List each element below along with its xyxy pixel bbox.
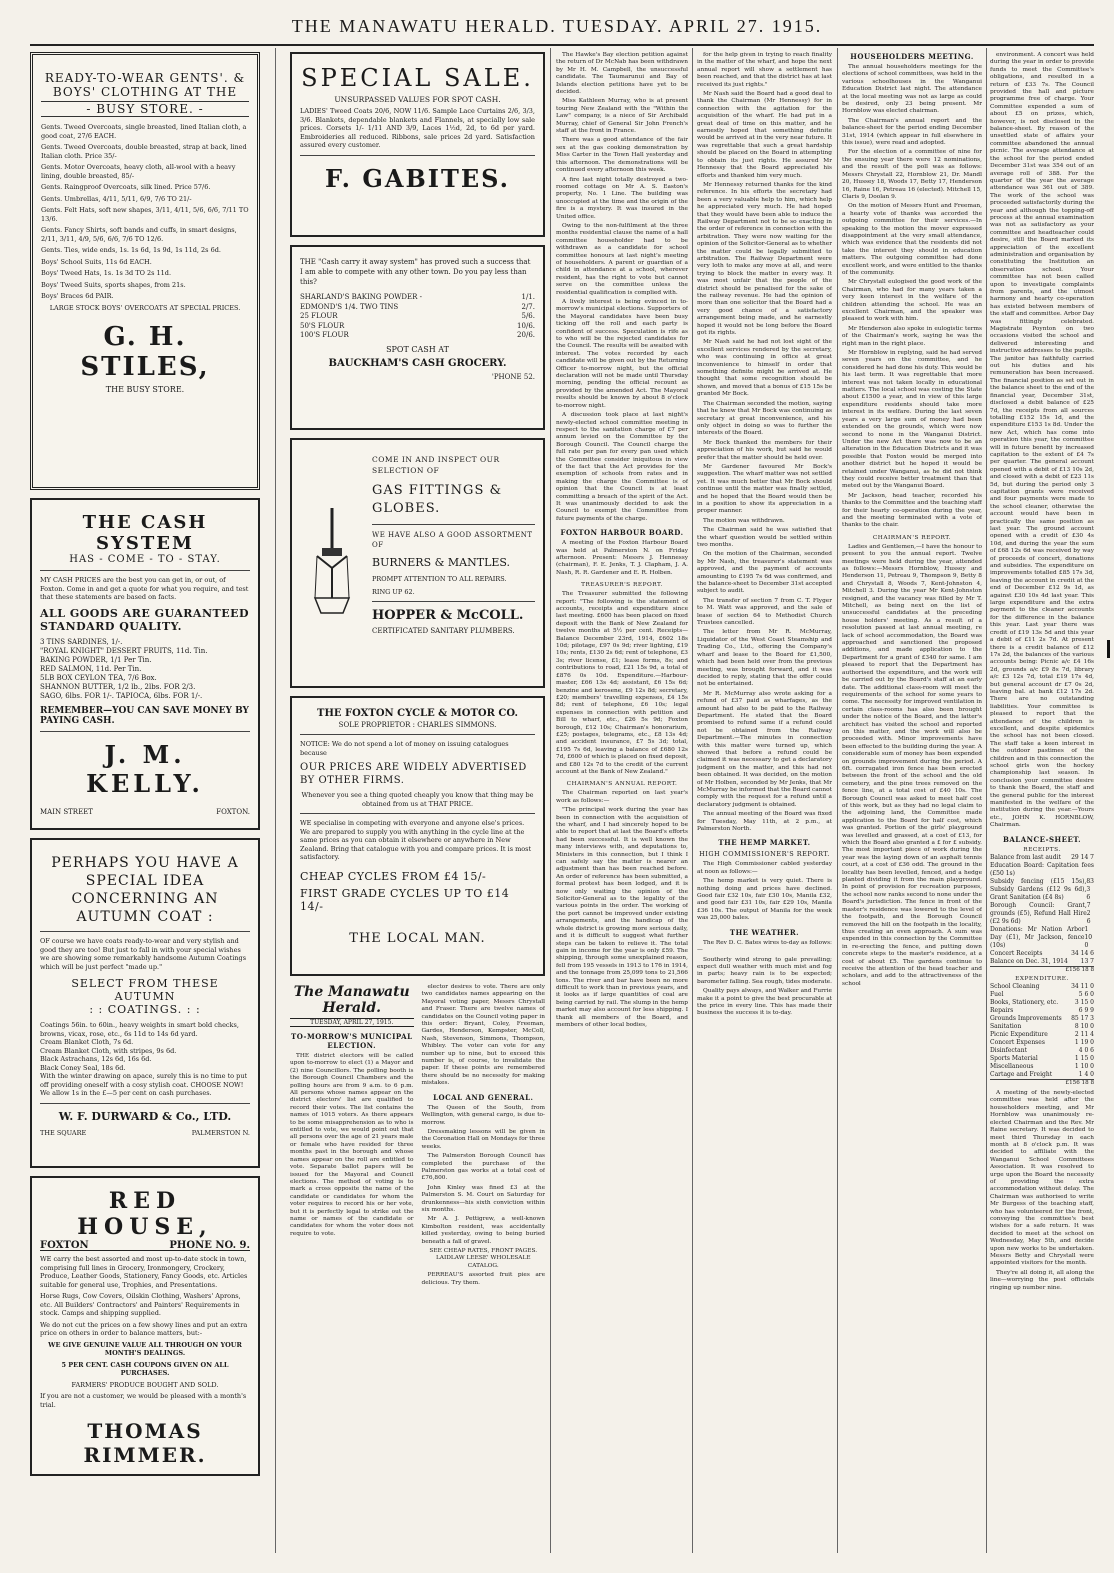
kelly-name: J. M. KELLY.: [86, 739, 204, 798]
stiles-advert: [30, 52, 260, 490]
section-heading: THE HEMP MARKET.: [718, 838, 811, 848]
cycle-notice: NOTICE: We do not spend a lot of money on issuing catalogues because: [300, 740, 509, 757]
article-paragraph: The Chairman reported on last year's work as follows:—: [556, 790, 688, 804]
column-news-4: [990, 52, 1094, 1294]
stiles-item: Gents. Raingproof Overcoats, silk lined. Price 57/6.: [41, 183, 211, 191]
durward-item: With the winter drawing on apace, surely this is no time to put off providing oneself with a cosy stylish coat. CHOOSE NOW!: [40, 1072, 248, 1089]
stiles-footer: LARGE STOCK BOYS' OVERCOATS AT SPECIAL PRICES.: [49, 303, 241, 312]
bauckham-name: BAUCKHAM'S CASH GROCERY.: [328, 357, 507, 369]
article-paragraph: A discussion took place at last night's newly-elected school committee meeting in respect to the sanitation charge of £7 per annum levied on the Committee by the Borough Council. The Council charge the full rate per pan for every pan used which the Committee consider iniquitous in view of the fact that the Act provides for the exemption of schools from rates and in making the charge the Committee is of opinion that the Council is at least committing a breach of the spirit of the Act. It was unanimously decided to ask the Council to exempt the Committee from future payments of the charge.: [556, 412, 688, 522]
kelly-guarantee: ALL GOODS ARE GUARANTEED STANDARD QUALITY.: [40, 606, 250, 633]
ledger-row: Picnic Expenditure 2 11 4: [990, 1030, 1094, 1038]
rimmer-town: FOXTON: [40, 1240, 89, 1251]
ledger-row: Books, Stationery, etc. 3 15 0: [990, 998, 1094, 1006]
kelly-head: THE CASH SYSTEM: [82, 512, 208, 554]
rimmer-advert: [30, 1176, 260, 1476]
rimmer-phone: PHONE NO. 9.: [169, 1240, 250, 1251]
ledger-row: Sanitation 8 10 0: [990, 1022, 1094, 1030]
ledger-row: Miscellaneous 1 10 0: [990, 1062, 1094, 1070]
article-paragraph: The motion was withdrawn.: [703, 517, 785, 524]
hopper-also: WE HAVE ALSO A GOOD ASSORTMENT OF: [372, 531, 533, 549]
article-paragraph: The Palmerston Borough Council has completed the purchase of the Palmerston gas works at a total cost of £76,800.: [421, 1153, 545, 1182]
article-paragraph: For the election of a committee of nine for the ensuing year there were 12 nominations, and the result of the poll was as follows: Messrs Chrystall 22, Hornblow 21, Dr. Mandl 20, Hussey 18, Woods 17, Betty 17, Henderson 16, Raine 16, Petreau 16 (elected). Mitchell 15, Claris 9, Doolan 9.: [842, 149, 982, 200]
rimmer-head: RED HOUSE,: [77, 1188, 213, 1240]
kelly-item: SAGO, 6lbs. FOR 1/-. TAPIOCA, 6lbs. FOR 1/-.: [40, 691, 203, 700]
subheading: CHAIRMAN'S ANNUAL REPORT.: [566, 781, 678, 788]
article-paragraph: PERREAU'S assorted fruit pies are delicious. Try them.: [421, 1272, 545, 1286]
article-paragraph: A meeting of the newly-elected committee was held after the householders meeting, and Mr Hornblow was unanimously re-elected Chairman and the Rev. Mr Raine secretary. It was decided to meet third Thursday in each month at 8 o'clock p.m. It was decided to affiliate with the Wanganui School Committees Association. It was resolved to urge upon the Board the necessity of providing the extra accommodation without delay. The Chairman was authorised to write Mr Burgess of the teaching staff, who has volunteered for the front, conveying the committee's best wishes for a safe return. It was decided to meet at the school on Wednesday, May 5th, and decide upon new works to be undertaken. Messrs Betty and Chrystall were appointed visitors for the month.: [990, 1090, 1094, 1267]
ledger-row: Balance on Dec. 31, 1914 13 7: [990, 957, 1094, 965]
durward-item: Cream Blanket Cloth, 7s 6d.: [40, 1038, 134, 1046]
article-paragraph: Mr Gardener favoured Mr Bock's suggestion. The wharf matter was not settled yet. It was much better that Mr Bock should continue until the matter was finally settled, and he hoped that the Board would then be in a position to show its appreciation in a proper manner.: [697, 463, 832, 515]
kelly-item: 5LB BOX CEYLON TEA, 7/6 Box.: [40, 673, 157, 682]
article-paragraph: The Rev D. C. Bates wires to-day as follows:—: [697, 939, 832, 954]
article-paragraph: Mr R. McMurray also wrote asking for a refund of £37 paid as wharfages, as the amount had also to be paid to the Railway Department. He stated that the Board promised to refund same if a refund could not be obtained from the Railway Department.—The minutes in connection with this matter were turned up, which showed that before a refund could be claimed it was necessary to get a declaratory judgment on the matter, and this had not been obtained. It was decided, on the motion of Mr Holben, seconded by Mr Jenks, that Mr McMurray be informed that the Board cannot comply with the request for a refund until a declaratory judgment is obtained.: [697, 690, 832, 808]
kelly-item: BAKING POWDER, 1/1 Per Tin.: [40, 655, 152, 664]
article-paragraph: A meeting of the Foxton Harbour Board was held at Palmerston N. on Friday afternoon. Present: Messrs J. Hennessy (chairman), F. E. Jenks, T. J. Clapham, J. A. Nash, R. R. Gardener and E. R. Holben.: [556, 540, 688, 576]
article-paragraph: The Hawke's Bay election petition against the return of Dr McNab has been withdrawn by Mr H. M. Campbell, the unsuccessful candidate. The Taumarunui and Bay of Islands election petitions have yet to be decided.: [556, 52, 688, 96]
article-paragraph: The annual householders meetings for the elections of school committees, was held in the various schoolhouses in the Wanganui Education District last night. The attendance at the local meeting was not as large as could be desired, only 23 being present. Mr Hornblow was elected chairman.: [842, 64, 982, 115]
page-edge-mark: [1107, 640, 1110, 658]
rimmer-produce: FARMERS' PRODUCE BOUGHT AND SOLD.: [71, 1380, 219, 1389]
cycle-cheap: CHEAP CYCLES FROM £4 15/-: [300, 869, 487, 883]
hopper-advert: [290, 438, 545, 688]
gabites-sub: UNSURPASSED VALUES FOR SPOT CASH.: [334, 95, 501, 104]
cycle-prices: OUR PRICES ARE WIDELY ADVERTISED BY OTHER FIRMS.: [300, 762, 527, 786]
article-paragraph: The Treasurer submitted the following report: "The following is the statement of accounts, receipts and expenditure since last meeting. £600 has been placed on fixed deposit with the Bank of New Zealand for twelve months at 5½ per cent. Receipts—Balance December 23rd, 1914, £602 18s 10d; pilotage, £97 0s 9d; river lighting, £19 10s; rents, £130 2s 6d; rent of telephone, £3 3s; river license, £1; lease forms, 8s; and contributions to road, £21 15s 9d, a total of £876 0s 10d. Expenditure.—Harbour-master, £66 13s 4d; assistant, £6 15s 6d; benzine and kerosene, £9 12s 8d; secretary, £20; members' travelling expenses, £4 15s 8d; rent of telephone, £6 10s; legal expenses in connection with petition and Bill to wharf, etc., £26 5s 9d; Foxton borough, £12 10s; Chairman's honorarium, £25; postages, telegrams, etc., £8 13s 4d; and accident insurance, £7 5s 3d; total, £195 7s 6d, leaving a balance of £680 12s 7d, £600 of which is placed on fixed deposit, and £80 12s 7d to the credit of the current account at the Bank of New Zealand.": [556, 591, 688, 775]
article-paragraph: Ladies and Gentlemen,—I have the honour to present to you the annual report. Twelve meetings were held during the year, attended as follows:—Messrs Hornblow, Hussey and Henderson 11, Petreau 9, Thompson 9, Betty 8 and Chrystall 8, Woods 7, Kent-Johnston 4, Mitchell 3. During the year Mr Kent-Johnston resigned, and the vacancy was filled by Mr T. Mitchell, as being next on the list of unsuccessful candidates at the preceding house holders' meeting. As a result of a resolution passed at last annual meeting, re lack of school accommodation, the Board was approached and sanctioned the proposed additions, and made application to the Department for a grant of £340 for same. I am pleased to report that the Department has authorised the expenditure, and the work will be carried out by the Board's staff at an early date. The additional class-room will meet the requirements of the school for some years to come. The necessity for improved ventilation in certain class-rooms has also been brought under the notice of the Board, and the latter's architect has visited the school and reported on this matter, and the work will also be proceeded with. Minor improvements have been effected to the building during the year. A considerable sum of money has been expended on grounds improvement during the period. A 6ft. corrugated iron fence has been erected between the front of the school and the old cemetery, and the pine trees removed on the fence line, at a total cost of £40 10s. The Borough Council was asked to meet half cost of this work, but as they had no legal claim to the adjoining land, the Committee made application to the Board for half cost, which was granted. Portion of the girls' playground was levelled and grassed, at a cost of £13, for which the Board also granted a £ for £ subsidy. The most important piece of work during the year was the laying down of an asphalt tennis court, at a cost of £36 odd. The ground in the locality has been levelled, fenced, and a hedge planted dividing it from the main playground. In point of provision for recreation purposes, the school now ranks second to none under the Board's jurisdiction. The fence in front of the master's residence was lowered to the level of the footpath, and the Borough Council removed the hill on the footpath in the locality, thus creating an even approach. A sum was expended in this connection by the Committee in re-erecting the fence, and putting down concrete steps to the master's residence, at a cost of about £5. The gardens continue to receive the attention of the head teacher and scholars, and add to the attractiveness of the school: [842, 543, 982, 987]
kelly-town: FOXTON.: [216, 807, 250, 816]
article-paragraph: The Chairman seconded the motion, saying that he knew that Mr Bock was continuing as secretary at great inconvenience, and his only object in doing so was to further the interests of the Board.: [697, 400, 832, 437]
gabites-head: SPECIAL SALE.: [301, 64, 534, 92]
kelly-remember: REMEMBER—YOU CAN SAVE MONEY BY PAYING CASH.: [40, 705, 249, 726]
kelly-item: 3 TINS SARDINES, 1/-.: [40, 637, 123, 646]
kelly-item: RED SALMON, 11d. Per Tin.: [40, 664, 142, 673]
stiles-head: - BUSY STORE. -: [41, 101, 249, 117]
column-news-1: [556, 52, 688, 1031]
column-ads-left: [30, 52, 260, 1484]
ledger-row: Balance from last audit 29 14 7: [990, 853, 1094, 861]
ledger-row: Donations: Mr Nation Arbor Day (£1), Mr Jackson, fence (10s) 1 10 0: [990, 925, 1093, 949]
stiles-name: G. H. STILES,: [80, 322, 210, 382]
column-news-3: [842, 52, 982, 990]
article-paragraph: Owing to the non-fulfilment at the three months residential clause the name of a hall committee householder had to be withdrawn as a candidate for school committee honours at last night's meeting of householders. A parent or guardian of a child in attendance at a school, wherever resident, has the right to vote but cannot serve on the committee unless the residential qualification is complied with.: [556, 222, 688, 296]
stiles-item: Gents. Tweed Overcoats, single breasted, lined Italian cloth, a good coat, 27/6 EACH.: [41, 123, 247, 140]
gabites-advert: [290, 52, 545, 237]
article-paragraph: On the motion of the Chairman, seconded by Mr Nash, the treasurer's statement was approved, and the payment of accounts amounting to £195 7s 6d was confirmed, and the balance-sheet to December 31st accepted subject to audit.: [697, 551, 832, 595]
durward-item: Coatings 56in. to 60in., heavy weights in smart bold checks, browns, vicax, rose, etc., 6s 11d to 14s 6d yard.: [40, 1021, 239, 1038]
rimmer-value: WE GIVE GENUINE VALUE ALL THROUGH ON YOUR MONTH'S DEALINGS.: [48, 1340, 242, 1357]
cycle-special: WE specialise in competing with everyone and anyone else's prices. We are prepared to supply you with anything in the cycle line at the same prices as you can obtain it elsewhere or anywhere in New Zealand. Bring that catalogue with you and compare prices. It is most satisfactory.: [300, 819, 532, 861]
bauckham-phone: 'PHONE 52.: [491, 372, 535, 381]
durward-item: Black Coney Seal, 18s 6d.: [40, 1063, 126, 1072]
section-heading: THE WEATHER.: [729, 927, 800, 937]
durward-intro: OF course we have coats ready-to-wear and very stylish and good they are too! But just to fall in with your special wishes we are showing some remarkably handsome Autumn Coatings which will be just perfect "made up.": [40, 937, 247, 971]
article-paragraph: THE district electors will be called upon to-morrow to elect (1) a Mayor and (2) nine Councillors. The polling booth is the Borough Council Chambers and the polling hours are from 9 a.m. to 6 p.m. All persons whose names appear on the district electors' list are qualified to record their votes. The list contains the names of 1015 voters. As there appears to be some misapprehension as to who is entitled to vote, we would point out that all persons over the age of 21 years male or female who have resided for three months past in the borough and whose names appear on the roll are entitled to vote. Separate ballot papers will be issued for the Mayoral and Council elections. The method of voting is to mark a cross opposite the name of the candidate or candidates for whom the voter requires to record his or her vote, but it is perfectly legal to strike out the name or names of the candidate or candidates for whom the voter does not require to vote.: [290, 1053, 414, 1237]
durward-name: W. F. DURWARD & Co., LTD.: [58, 1109, 232, 1123]
gas-fitting-icon: [307, 508, 357, 618]
hopper-certified: CERTIFICATED SANITARY PLUMBERS.: [372, 627, 515, 635]
article-paragraph: The annual meeting of the Board was fixed for Tuesday, May 11th, at 2 p.m., at Palmerston North.: [697, 811, 832, 833]
bauckham-spot: SPOT CASH AT: [386, 344, 449, 354]
article-paragraph: Mr Jackson, head teacher, recorded his thanks to the Committee and the teaching staff for their hearty co-operation during the year, and the meeting terminated with a vote of thanks to the chair.: [842, 492, 982, 529]
hopper-name: HOPPER & McCOLL.: [372, 608, 524, 623]
stiles-item: Boys' Tweed Hats, 1s. 1s 3d TO 2s 11d.: [41, 269, 172, 277]
article-paragraph: for the help given in trying to reach finality in the matter of the wharf, and hope the next annual report will show a settlement has been reached, and that the district has at last received its just rights.": [697, 52, 832, 88]
herald-headline: TO-MORROW'S MUNICIPAL ELECTION.: [290, 1032, 413, 1050]
stiles-item: Gents. Felt Hats, soft new shapes, 3/11, 4/11, 5/6, 6/6, 7/11 TO 13/6.: [41, 206, 249, 223]
article-paragraph: Mr Chrystall eulogised the good work of the Chairman, who had for many years taken a very keen interest in the welfare of the children attending the school. He was an excellent Chairman, and the speaker was pleased to work with him.: [842, 279, 982, 323]
subheading: CHAIRMAN'S REPORT.: [872, 534, 952, 541]
durward-address: PALMERSTON N.: [191, 1128, 250, 1137]
column-divider: [550, 48, 551, 1553]
article-paragraph: Mr Henderson also spoke in eulogistic terms of the Chairman's work, saying he was the right man in the right place.: [842, 325, 982, 347]
kelly-item: "ROYAL KNIGHT" DESSERT FRUITS, 11d. Tin.: [40, 646, 208, 655]
ledger-row: Borough Council: Grant, grounds (£5), Refund Hall Hire (£2 9s 6d) 7 2 6: [990, 901, 1091, 925]
column-news-2: [697, 52, 832, 1020]
bauckham-price-row: EDMOND'S 1/4. TWO TINS 2/7.: [300, 302, 535, 311]
masthead-rule: [30, 44, 1094, 46]
herald-date: TUESDAY, APRIL 27, 1915.: [290, 1018, 414, 1027]
article-paragraph: Mr Nash said the Board had a good deal to thank the Chairman (Mr Hennessy) for in connection with the agitation for the acquisition of the wharf. He had put in a great deal of time on this matter, and he earnestly hoped that something definite would be arrived at in the very near future. It was regrettable that such a great hardship should be placed on the Board in attempting to obtain its just rights. He assured Mr Hennessy that the Board appreciated his efforts and thanked him very much.: [697, 91, 832, 179]
article-paragraph: SEE CHEAP RATES, FRONT PAGES. LAIDLAW LEESE' WHOLESALE CATALOG.: [429, 1248, 538, 1269]
ledger-row: Sports Material 1 15 0: [990, 1054, 1094, 1062]
bauckham-price-row: 100'S FLOUR 20/6.: [300, 331, 535, 339]
article-paragraph: Mr Bock thanked the members for their appreciation of his work, but said he would prefer that the matter should be held over.: [697, 439, 832, 461]
section-heading: FOXTON HARBOUR BOARD.: [560, 528, 684, 538]
cycle-first: FIRST GRADE CYCLES UP TO £14 14/-: [300, 886, 510, 913]
gabites-body: LADIES' Tweed Coats 20/6, NOW 11/6. Sample Lace Curtains 2/6, 3/3, 3/6. Blankets, dependable blankets and Flannels, at specially low sale prices. Corsets 1/- 1/11 AND 3/9, Laces 1½d, 2d, to 6d per yard. Embroideries all reduced. Ribbons, sale prices 2d yard. Satisfaction assured every customer.: [300, 107, 535, 149]
subheading: EXPENDITURE.: [1015, 975, 1069, 982]
ledger-row: Education Board: Capitation fees (£50 1s): [990, 861, 1094, 877]
article-paragraph: There was a good attendance of the fair sex at the gas cooking demonstration by Miss Carter in the Town Hall yesterday and this afternoon. The demonstrations will be continued every afternoon this week.: [556, 137, 688, 174]
section-heading: BALANCE-SHEET.: [1002, 834, 1082, 844]
article-paragraph: On the motion of Messrs Hunt and Freeman, a hearty vote of thanks was accorded the outgoing committee for their services.—In speaking to the motion the mover expressed disappointment at the very small attendance, which was evidence that the residents did not take the interest they should in education matters. The outgoing committee had done excellent work, and were entitled to the thanks of the community.: [842, 203, 982, 276]
article-paragraph: Dressmaking lessons will be given in the Coronation Hall on Mondays for three weeks.: [421, 1128, 545, 1150]
hopper-line: SELECTION OF: [372, 466, 440, 475]
bauckham-price-row: 25 FLOUR 5/6.: [300, 312, 535, 320]
ledger-row: Subsidy fencing (£15 15s), Subsidy Gardens (£12 9s 6d), Grant Sanitation (£4 8s) 83 3 6: [990, 877, 1094, 901]
hopper-line: COME IN AND INSPECT OUR: [372, 455, 500, 464]
stiles-tagline: THE BUSY STORE.: [105, 385, 185, 394]
rimmer-prices: We do not cut the prices on a few showy lines and put an extra price on others in order to balance matters, but:-: [40, 1320, 248, 1337]
article-paragraph: The Chairman's annual report and the balance-sheet for the period ending December 31st, 1914 (which appear in full elsewhere in this issue), were read and adopted.: [842, 117, 982, 147]
stiles-item: Gents. Tweed Overcoats, double breasted, strap at back, lined Italian cloth. Price 35/-: [41, 143, 247, 160]
bauckham-price-row: SHARLAND'S BAKING POWDER - 1/1.: [300, 293, 535, 301]
ledger-total: £156 18 8: [990, 1079, 1094, 1087]
herald-editorial: [290, 984, 545, 1289]
bauckham-price-row: 50'S FLOUR 10/6.: [300, 321, 535, 330]
article-paragraph: The hemp market is very quiet. There is nothing doing and prices have declined. Good fair £32 10s, fair £30 10s, Manila £32, and good fair £31 10s, fair £29 10s, Manila £36 10s. The output of Manila for the week was 25,000 bales.: [697, 878, 832, 922]
kelly-item: SHANNON BUTTER, 1/2 lb., 2lbs. FOR 2/3.: [40, 682, 196, 691]
stiles-item: Boys' School Suits, 11s 6d EACH.: [41, 257, 152, 266]
column-ads-middle: [290, 52, 545, 1289]
durward-item: We allow 1s in the £—5 per cent on cash purchases.: [40, 1089, 212, 1097]
column-divider: [692, 48, 693, 1553]
article-paragraph: Mr Hornblow in replying, said he had served seven years on the committee, and he considered he had done his duty. This would be his last term. It was regrettable that more interest was not taken locally in educational matters. The local school was costing the State about £1500 a year, and in view of this large expenditure residents should take more interest in its welfare. During the last seven years a very large sum of money had been extended on the grounds, which were now second to none in the Wanganui District. Under the new Act there was now to be an alteration in the Education Districts and it was possible that Foxton would be merged into another district but he hoped it would be retained under Wanganui, as he did not think they could receive better treatment than that meted out by the Wanganui Board.: [842, 350, 982, 490]
column-divider: [837, 48, 838, 1553]
hopper-burners: BURNERS & MANTLES.: [372, 556, 511, 569]
masthead-title: THE MANAWATU HERALD. TUESDAY. APRIL 27. 1915.: [291, 16, 823, 36]
stiles-item: Gents. Ties, wide ends, 1s. 1s 6d, 1s 9d, 1s 11d, 2s 6d.: [41, 246, 221, 254]
durward-advert: [30, 838, 260, 1168]
article-paragraph: The Queen of the South, from Wellington, with general cargo, is due to-morrow.: [421, 1104, 545, 1126]
article-paragraph: "The principal work during the year has been in connection with the acquisition of the wharf, and I had sincerely hoped to be able to report that at last the Board's efforts had been successful. It is well known the many interviews with, and deputations to, Ministers in this connection, but I think I can safely say the matter is nearer an adjustment than has been reached before. An order of reference has been submitted, a formal protest has been lodged, and it is now only waiting the opinion of the Solicitor-General as to the legality of the various points in the order. The working of the port cannot be improved under existing arrangements, and the handicap of the whole district is growing more serious daily, and it is difficult to suggest what further steps can be taken to relieve it. The total gain in income for the year is only £59. The shipping, through some unexplained reason, fell from 195 vessels in 1913 to 176 in 1914, and the tonnage from 25,099 tons to 21,566 tons. The river and bar have been no more difficult to work than in previous years, and it looks as if large quantities of coal are being carried by rail. The slump in the hemp market may also account for less shipping. I thank all members of the Board, and members of other local bodies,: [556, 807, 688, 1028]
article-paragraph: environment. A concert was held during the year in order to provide funds to meet the Committee's obligations, and resulted in a return of £33 7s. The Council provided the hall and picture programme free of charge. Your Committee expended a sum of about £5 on prizes, which, however, is not disclosed in the balance-sheet. By reason of the unsettled state of affairs your committee abandoned the annual picnic. The average attendance at the school for the period ended December 31st was 354 out of an average roll of 388. For the quarter of the year the average attendance was 361 out of 389. The work of the school was proceeded satisfactorily during the year and although the topping-off process at the annual examination was not as satisfactory as your committee and headteacher could desire, still the Board marked its appreciation of the excellent administration and organisation by constituting the Institution an observation school. Your committee has not been called upon to investigate complaints from parents, and the utmost harmony and hearty co-operation has existed between members of the staff and committee. Arbor Day was fittingly celebrated. Magistrate Poynton on two occasions visited the school and delivered interesting and instructive addresses to the pupils. The janitor has faithfully carried out his duties and his remuneration has been increased. The financial position as set out in the balance sheet to the end of the financial year, December 31st, disclosed a debit balance of £25 7d, the receipts from all sources totalling £152 15s 1d, and the expenditure £153 1s 8d. Under the new Act, which has come into operation this year, the committee will in future benefit by increased capitation to the extent of £4 7s per quarter. The general account opened with a debit of £13 10s 2d, and closed with a debit of £23 11s 5d, but during the period only 3 capitation grants were received and four payments were made to the school cleaner, otherwise the account would have been in practically the same position as last year. The ground account opened with a credit of £30 4s 10d, and during the year the sum of £68 12s 6d was received by way of proceeds of concert, donations and subsidies. The expenditure on improvements totalled £85 17s 3d, leaving the account in credit at the end of December £12 9s 1d, as against £30 10s 4d last year. This large expenditure and the extra payment to the cleaner accounts for the difference in the balance this year. Last year there was credit of £19 13s 5d and this year a debit of £11 2s 7d. At present there is a credit balance of £12 17s 2d, the balances of the various accounts being: Picnic a/c £4 16s 2d, grounds a/c £9 8s 7d, library a/c £3 12s 7d, total £19 17s 4d, but general account dr £7 0s 2d, leaving bal. at bank £12 17s 2d. There are no outstanding liabilities. Your committee is pleased to report that the attendance of the children is excellent, and despite epidemics the school has not been closed. The staff take a keen interest in the outdoor pastimes of the children and in this connection the school girls won the hockey championship last season. In conclusion your committee desire to thank the Board, the staff and the general public for the interest manifested in the welfare of the institution during the year.—Yours etc., JOHN K. HORNBLOW, Chairman.: [990, 52, 1094, 829]
cycle-advert: [290, 696, 545, 976]
stiles-item: Gents. Fancy Shirts, soft bands and cuffs, in smart designs, 2/11, 3/11, 4/9, 5/6, 6/6, 7/6 TO 12/6.: [41, 226, 237, 243]
masthead: [0, 0, 1114, 48]
cycle-proprietor: SOLE PROPRIETOR : CHARLES SIMMONS.: [338, 721, 497, 729]
durward-coatings: : : COATINGS. : :: [89, 1003, 201, 1016]
article-paragraph: Mr Nash said he had not lost sight of the excellent services rendered by the secretary, who was continuing in office at great inconvenience to himself in order that something definite might be arrived at. He thought that some recognition should be shown, and moved that a bonus of £15 15s be granted Mr Bock.: [697, 339, 832, 398]
gabites-name: F. GABITES.: [325, 163, 510, 193]
kelly-street: MAIN STREET: [40, 807, 93, 816]
durward-select: SELECT FROM THESE AUTUMN: [71, 977, 219, 1003]
article-paragraph: A fire last night totally destroyed a two-roomed cottage on Mr A. S. Easton's property, No. 1 Line. The building was unoccupied at the time and the origin of the fire is a mystery. It was insured in the United office.: [556, 176, 688, 220]
article-paragraph: Quality pays always, and Walker and Furrie make it a point to give the best procurable at the price in every line. This has made their business the success it is to-day.: [697, 988, 832, 1017]
stiles-item: Boys' Braces 6d PAIR.: [41, 292, 114, 300]
article-paragraph: John Kinley was fined £3 at the Palmerston S. M. Court on Saturday for drunkenness—his sixth conviction within six months.: [421, 1184, 545, 1213]
kelly-advert: [30, 498, 260, 830]
column-divider: [986, 48, 987, 1553]
article-paragraph: A lively interest is being evinced in to-morrow's municipal elections. Supporters of the Mayoral candidates have been busy ticking off the roll and each party is confident of success. Speculation is rife as to who will be the rejected candidates for the Council. The results will be awaited with interest. The votes recorded by each candidate will be given out by the Returning Officer to-morrow night, but the official declaration will not be made until Thursday morning, pending the official recount as provided by the amended Act. The Mayoral results should be known by about 8 o'clock to-morrow night.: [556, 299, 688, 409]
rimmer-coupons: 5 PER CENT. CASH COUPONS GIVEN ON ALL PURCHASES.: [61, 1360, 229, 1377]
column-divider: [275, 48, 276, 1553]
ledger-row: Disinfectant 4 0 6: [990, 1046, 1094, 1054]
rimmer-name: THOMAS RIMMER.: [83, 1419, 207, 1467]
rimmer-customer: If you are not a customer, we would be pleased with a month's trial.: [40, 1392, 247, 1409]
durward-item: Black Astrachans, 12s 6d, 16s 6d.: [40, 1055, 152, 1063]
kelly-head: HAS - COME - TO - STAY.: [69, 554, 221, 565]
article-paragraph: They're all doing it, all along the line—worrying the post officials ringing up number nine.: [990, 1269, 1094, 1291]
rimmer-intro: WE carry the best assorted and most up-to-date stock in town, comprising full lines in Grocery, Ironmongery, Crockery, Produce, Leather Goods, Stationery, Fancy Goods, etc. Articles suitable for general use, Trophies, and Presentations.: [40, 1255, 248, 1289]
ledger-row: Concert Expenses 1 19 0: [990, 1038, 1094, 1046]
ledger-row: Concert Receipts 34 14 6: [990, 949, 1094, 957]
ledger-row: Cartage and Freight 1 4 0: [990, 1070, 1094, 1078]
article-paragraph: Southerly wind strong to gale prevailing; expect dull weather with much mist and fog in parts; heavy rain is to be expected; barometer falling. Sea rough, tides moderate.: [697, 956, 832, 985]
stiles-head: BOYS' CLOTHING AT THE: [52, 85, 238, 99]
durward-item: Cream Blanket Cloth, with stripes, 9s 6d.: [40, 1046, 177, 1055]
bauckham-advert: [290, 245, 545, 430]
stiles-item: Boys' Tweed Suits, sports shapes, from 21s.: [41, 280, 186, 289]
article-paragraph: The transfer of section 7 from C. T. Flyger to M. Watt was approved, and the sale of lease of section 64 to Methodist Church Trustees cancelled.: [697, 597, 832, 627]
ledger-total: £156 18 8: [990, 966, 1094, 974]
cycle-whenever: Whenever you see a thing quoted cheaply you know that thing may be obtained from us at THAT PRICE.: [301, 791, 534, 808]
section-heading: HOUSEHOLDERS MEETING.: [850, 52, 974, 61]
hopper-repairs: PROMPT ATTENTION TO ALL REPAIRS.: [372, 575, 507, 583]
stiles-item: Gents. Motor Overcoats, heavy cloth, all-wool with a heavy lining, double breasted, 85/-: [41, 163, 236, 180]
hopper-ring: RING UP 62.: [372, 588, 415, 596]
article-paragraph: Miss Kathleen Murray, who is at present touring New Zealand with the "Within the Law" company, is a niece of Sir Archibald Murray, chief of General Sir John French's staff at the front in France.: [556, 98, 688, 135]
kelly-intro: MY CASH PRICES are the best you can get in, or out, of Foxton. Come in and get a quote for what you require, and test that these statements are based on facts.: [40, 576, 249, 601]
rimmer-rugs: Horse Rugs, Cow Covers, Oilskin Clothing, Washers' Aprons, etc. All Builders' Contractors' and Painters' Requirements in stock. Camps and shipping supplied.: [40, 1292, 241, 1317]
ledger-row: Grounds Improvements 85 17 3: [990, 1014, 1094, 1022]
article-paragraph: Mr A. J. Pettigrew, a well-known Kimbolton resident, was accidentally killed yesterday, owing to being buried beneath a fall of gravel.: [421, 1216, 545, 1245]
subheading: HIGH COMMISSIONER'S REPORT.: [699, 850, 830, 859]
stiles-head: READY-TO-WEAR GENTS'. &: [44, 71, 246, 85]
ledger-row: Fuel 5 6 0: [990, 990, 1094, 998]
ledger-row: Repairs 6 9 9: [990, 1006, 1094, 1014]
hopper-gas: GAS FITTINGS & GLOBES.: [372, 483, 503, 516]
article-paragraph: Mr Hennessy returned thanks for the kind reference. In his efforts the secretary had been a very valuable help to him, which help he appreciated very much. He had hoped that they would have been able to induce the Railway Department not to be so exacting in the order of reference in connection with the arbitration. They were now waiting for the opinion of the Solicitor-General as to whether the matter could be legally submitted to arbitration. The Railway Department were very loth to make any move at all, and were trying to block the matter in every way. It was most unfair that the people of the district should be penalised for the sake of the railway revenue. He had the opinion of more than one solicitor that the Board had a very good chance of a satisfactory arrangement being made, and he earnestly hoped it would not be long before the Board got its rights.: [697, 181, 832, 337]
article-paragraph: The letter from Mr R. McMurray, Liquidator of the West Coast Steamship and Trading Co., Ltd., offering the Company's wharf and lease to the Board for £1,500, which had been held over from the previous meeting, was brought forward, and it was decided to reply, stating that the offer could not be entertained.: [697, 629, 832, 688]
article-paragraph: elector desires to vote. There are only two candidates names appearing on the Mayoral voting paper, Messrs Chrystall and Fraser. There are twelve names of candidates on the Council voting paper in this order: Bryant, Coley, Freeman, Gardes, Henderson, Kempster, McColl, Nash, Stevenson, Simmons, Thompson, Whibley. The voter can vote for any number up to nine, but to exceed this number is, of course, to invalidate the paper. If these points are remembered there should be no necessity for making mistakes.: [421, 984, 545, 1087]
article-paragraph: The Chairman said he was satisfied that the wharf question would be settled within two months.: [697, 527, 832, 548]
bauckham-intro: THE "Cash carry it away system" has proved such a success that I am able to compete with any other town. Do you pay less than this?: [300, 258, 531, 286]
ledger-row: School Cleaning 34 11 0: [990, 982, 1094, 990]
cycle-head: THE FOXTON CYCLE & MOTOR CO.: [317, 708, 518, 719]
herald-logo: The Manawatu Herald.: [293, 984, 410, 1016]
cycle-local: THE LOCAL MAN.: [349, 930, 486, 946]
section-heading: LOCAL AND GENERAL.: [433, 1092, 534, 1102]
durward-address: THE SQUARE: [40, 1128, 87, 1137]
article-paragraph: The High Commissioner cabled yesterday at noon as follows:—: [697, 861, 832, 875]
subheading: TREASURER'S REPORT.: [581, 582, 663, 589]
stiles-item: Gents. Umbrellas, 4/11, 5/11, 6/9, 7/6 TO 21/-: [41, 194, 192, 203]
durward-head: PERHAPS YOU HAVE A SPECIAL IDEA CONCERNING AN AUTUMN COAT :: [51, 855, 239, 925]
subheading: RECEIPTS.: [1023, 846, 1061, 853]
